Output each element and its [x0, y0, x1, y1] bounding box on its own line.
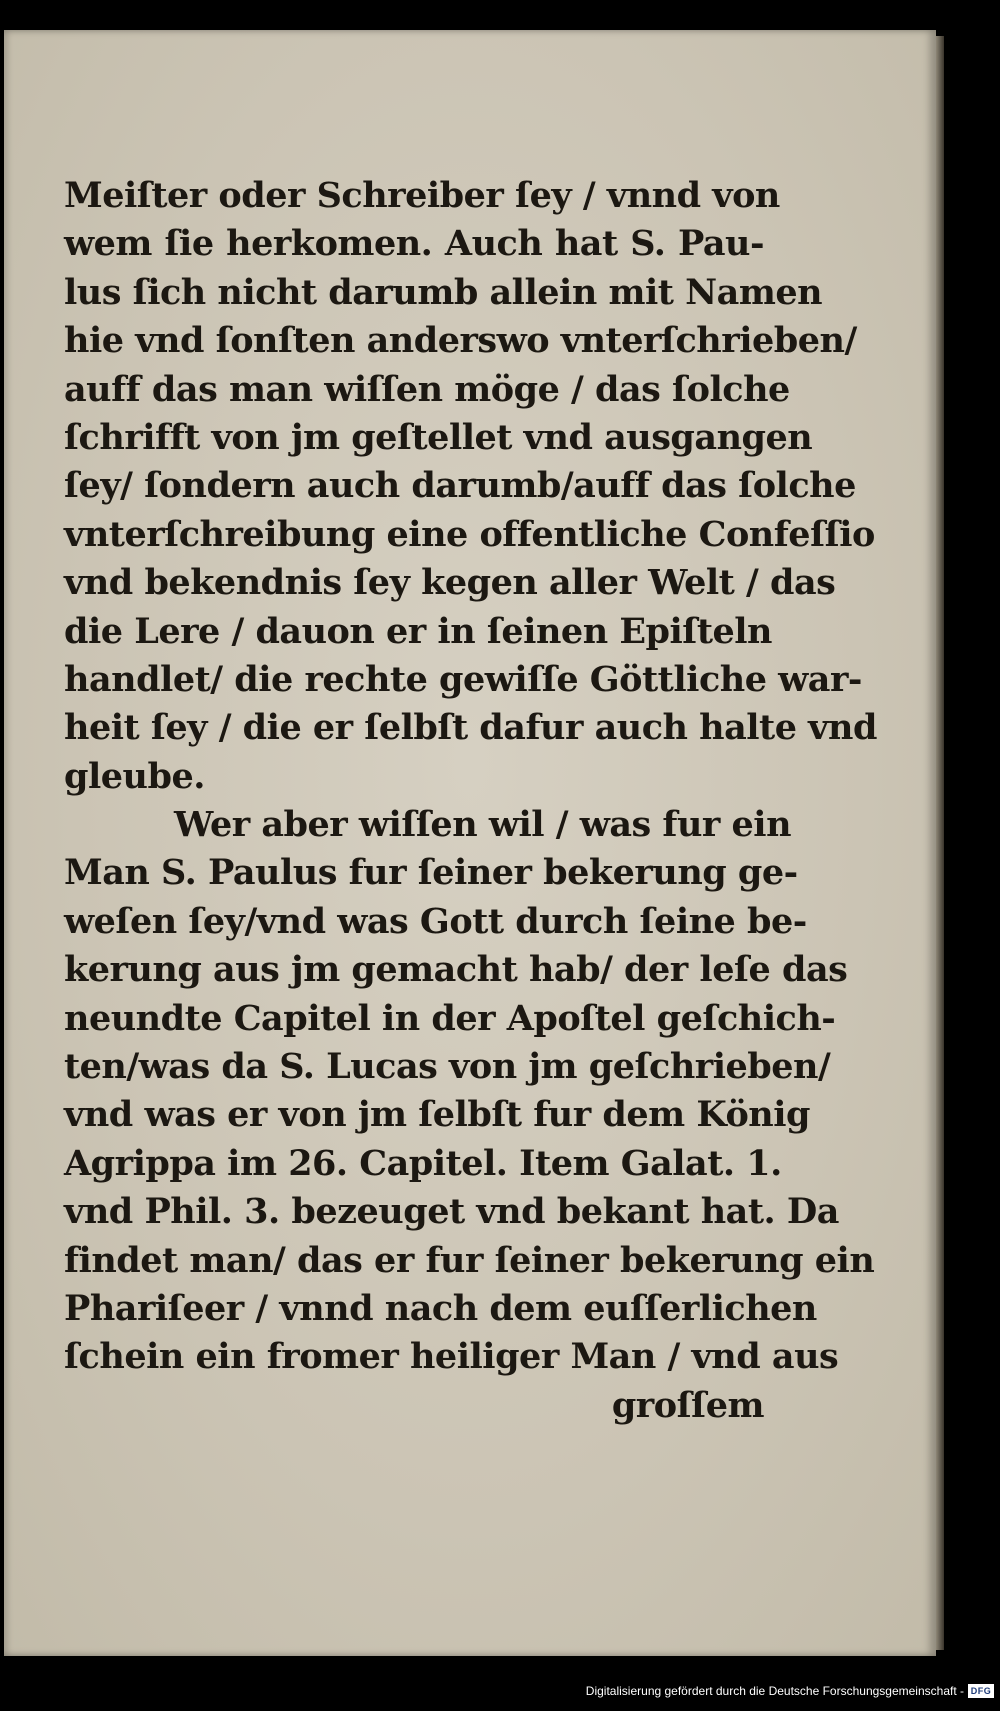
text-line-4: hie vnd ſonſten anderswo vnterſchrieben/	[64, 320, 857, 362]
text-line-21: Agrippa im 26. Capitel. Item Galat. 1.	[64, 1142, 782, 1184]
text-line-5: auff das man wiſſen möge / das ſolche	[64, 368, 790, 410]
book-page	[4, 30, 936, 1656]
text-line-9: vnd bekendnis ſey kegen aller Welt / das	[64, 562, 836, 604]
text-line-14: Wer aber wiſſen wil / was fur ein	[174, 804, 792, 846]
text-line-6: ſchrifft von jm geſtellet vnd ausgangen	[64, 416, 813, 458]
text-line-13: gleube.	[64, 755, 205, 797]
text-line-20: vnd was er von jm ſelbſt fur dem König	[64, 1094, 811, 1136]
text-line-12: heit ſey / die er ſelbſt dafur auch halte vnd	[64, 707, 877, 749]
page-edge-shadow	[936, 36, 944, 1650]
text-line-3: lus ſich nicht darumb allein mit Namen	[64, 271, 823, 313]
digitization-credit	[586, 1681, 994, 1701]
text-line-2: wem ſie herkomen. Auch hat S. Pau-	[64, 223, 764, 265]
text-line-10: die Lere / dauon er in ſeinen Epiſteln	[64, 610, 773, 652]
credit-text: Digitalisierung gefördert durch die Deutsche Forschungsgemeinschaft -	[585, 1684, 964, 1698]
text-line-19: ten/was da S. Lucas von jm geſchrieben/	[64, 1046, 831, 1088]
text-line-17: kerung aus jm gemacht hab/ der leſe das	[64, 949, 848, 991]
text-line-15: Man S. Paulus fur ſeiner bekerung ge-	[64, 852, 798, 894]
text-line-16: weſen ſey/vnd was Gott durch ſeine be-	[64, 900, 807, 942]
text-line-1: Meiſter oder Schreiber ſey / vnnd von	[64, 175, 780, 216]
text-line-22: vnd Phil. 3. bezeuget vnd bekant hat. Da	[64, 1191, 839, 1233]
text-line-8: vnterſchreibung eine offentliche Confeſſio	[64, 513, 875, 555]
text-line-25: ſchein ein fromer heiliger Man / vnd aus	[64, 1336, 839, 1378]
dfg-logo-icon: DFG	[968, 1684, 994, 1698]
text-line-7: ſey/ ſondern auch darumb/auff das ſolche	[64, 465, 856, 507]
catchword: groſſem	[611, 1384, 764, 1426]
text-line-23: findet man/ das er fur ſeiner bekerung ein	[64, 1239, 875, 1281]
text-line-18: neundte Capitel in der Apoſtel geſchich-	[64, 997, 836, 1039]
text-line-24: Phariſeer / vnnd nach dem euſſerlichen	[64, 1287, 817, 1329]
text-line-11: handlet/ die rechte gewiſſe Göttliche war-	[64, 658, 862, 700]
page-text	[64, 172, 877, 1430]
